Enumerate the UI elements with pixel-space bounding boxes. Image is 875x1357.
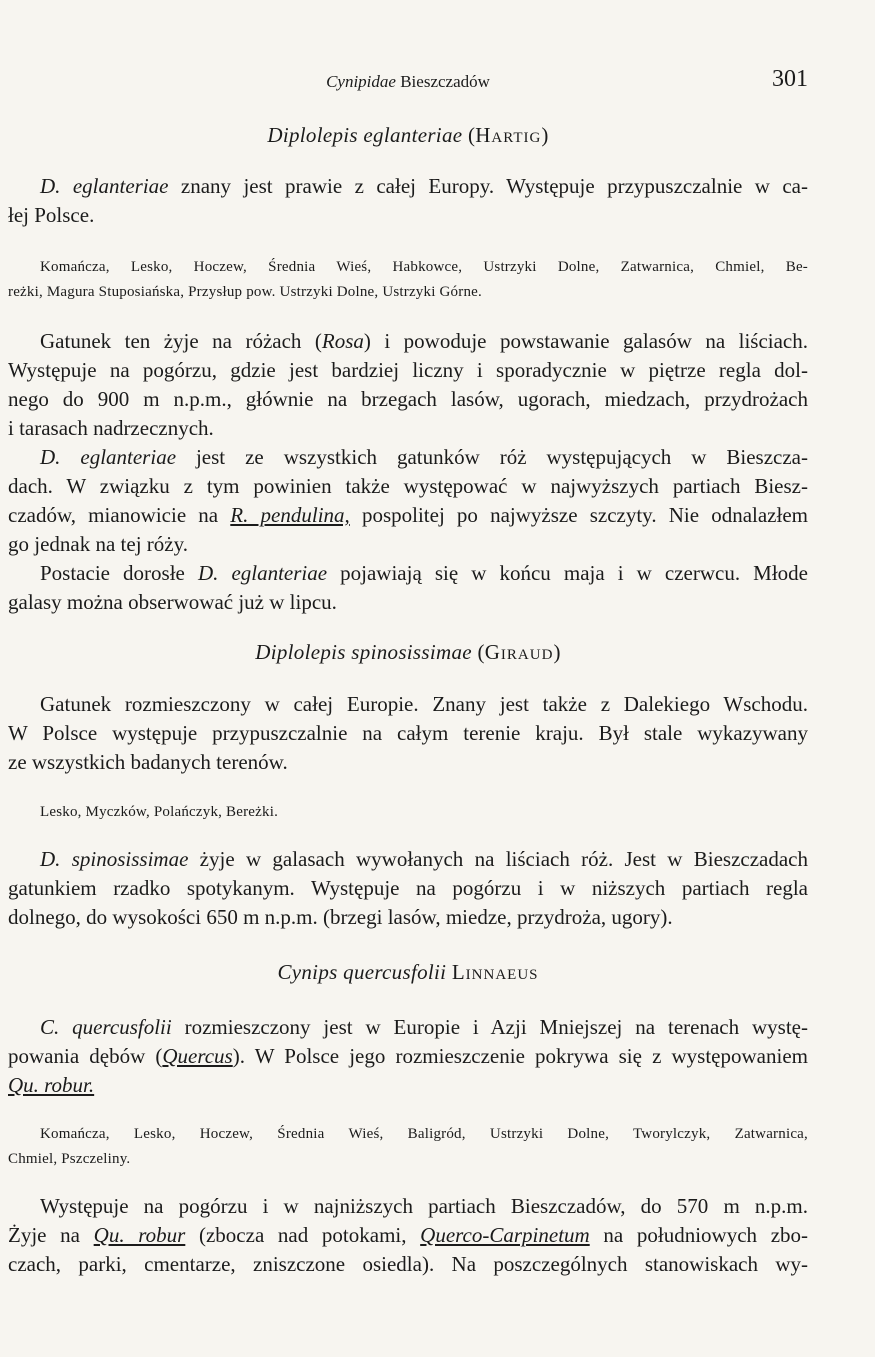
paragraph-ecology-3: Występuje na pogórzu i w najniższych partiach Bieszczadów, do 570 m n.p.m. Żyje na Qu. robur (zbocza nad potokami, Querco-Carpinetum na południowych zbo- czach, parki, cmentarze, zniszczone osiedla). Na poszczególnych stanowiskach wy- bbox=[8, 1194, 809, 1276]
locality-list-2: Lesko, Myczków, Polańczyk, Bereżki. bbox=[40, 804, 279, 820]
section-heading-spinosissimae: Diplolepis spinosissimae (Giraud) bbox=[255, 640, 561, 664]
running-head-title: Cynipidae Bieszczadów bbox=[326, 72, 490, 91]
locality-list-3: Komańcza, Lesko, Hoczew, Średnia Wieś, Baligród, Ustrzyki Dolne, Tworylczyk, Zatwarnica, Chmiel, Pszczeliny. bbox=[8, 1126, 808, 1167]
paragraph-distribution-3: C. quercusfolii rozmieszczony jest w Europie i Azji Mniejszej na terenach wystę- powania dębów (Quercus). W Polsce jego rozmieszczenie pokrywa się z występowaniem Qu. robur. bbox=[8, 1015, 808, 1097]
paragraph-ecology: Gatunek ten żyje na różach (Rosa) i powoduje powstawanie galasów na liściach. Występuje na pogórzu, gdzie jest bardziej liczny i sporadycznie w piętrze regla dol- nego do 900 m n.p.m., głównie na brzegach lasów, ugorach, miedzach, przydrożach i tarasach nadrzecznych. D. eglanteriae jest ze wszystkich gatunków róż występujących w Bieszcza- dach. W związku z tym powinien także występować w najwyższych partiach Biesz- czadów, mianowicie na R. pendulina, pospolitej po najwyższe szczyty. Nie odnalazłem go jednak na tej róży. Postacie dorosłe D. eglanteriae pojawiają się w końcu maja i w czerwcu. Młode galasy można obserwować już w lipcu. bbox=[8, 329, 809, 614]
section-heading-eglanteriae: Diplolepis eglanteriae (Hartig) bbox=[267, 123, 549, 147]
section-heading-quercusfolii: Cynips quercusfolii Linnaeus bbox=[277, 960, 539, 984]
locality-list: Komańcza, Lesko, Hoczew, Średnia Wieś, Habkowce, Ustrzyki Dolne, Zatwarnica, Chmiel, Be- reżki, Magura Stuposiańska, Przysłup pow. Ustrzyki Dolne, Ustrzyki Górne. bbox=[8, 259, 808, 300]
document-page bbox=[8, 0, 808, 1357]
paragraph-distribution: D. eglanteriae znany jest prawie z całej Europy. Występuje przypuszczalnie w ca- łej Polsce. bbox=[8, 174, 808, 227]
page-number: 301 bbox=[772, 66, 808, 92]
paragraph-distribution-2: Gatunek rozmieszczony w całej Europie. Znany jest także z Dalekiego Wschodu. W Polsce występuje przypuszczalnie na całym terenie kraju. Był stale wykazywany ze wszystkich badanych terenów. bbox=[8, 692, 808, 774]
paragraph-ecology-2: D. spinosissimae żyje w galasach wywołanych na liściach róż. Jest w Bieszczadach gatunkiem rzadko spotykanym. Występuje na pogórzu i w niższych partiach regla dolnego, do wysokości 650 m n.p.m. (brzegi lasów, miedze, przydroża, ugory). bbox=[8, 847, 808, 929]
running-head bbox=[8, 66, 808, 96]
